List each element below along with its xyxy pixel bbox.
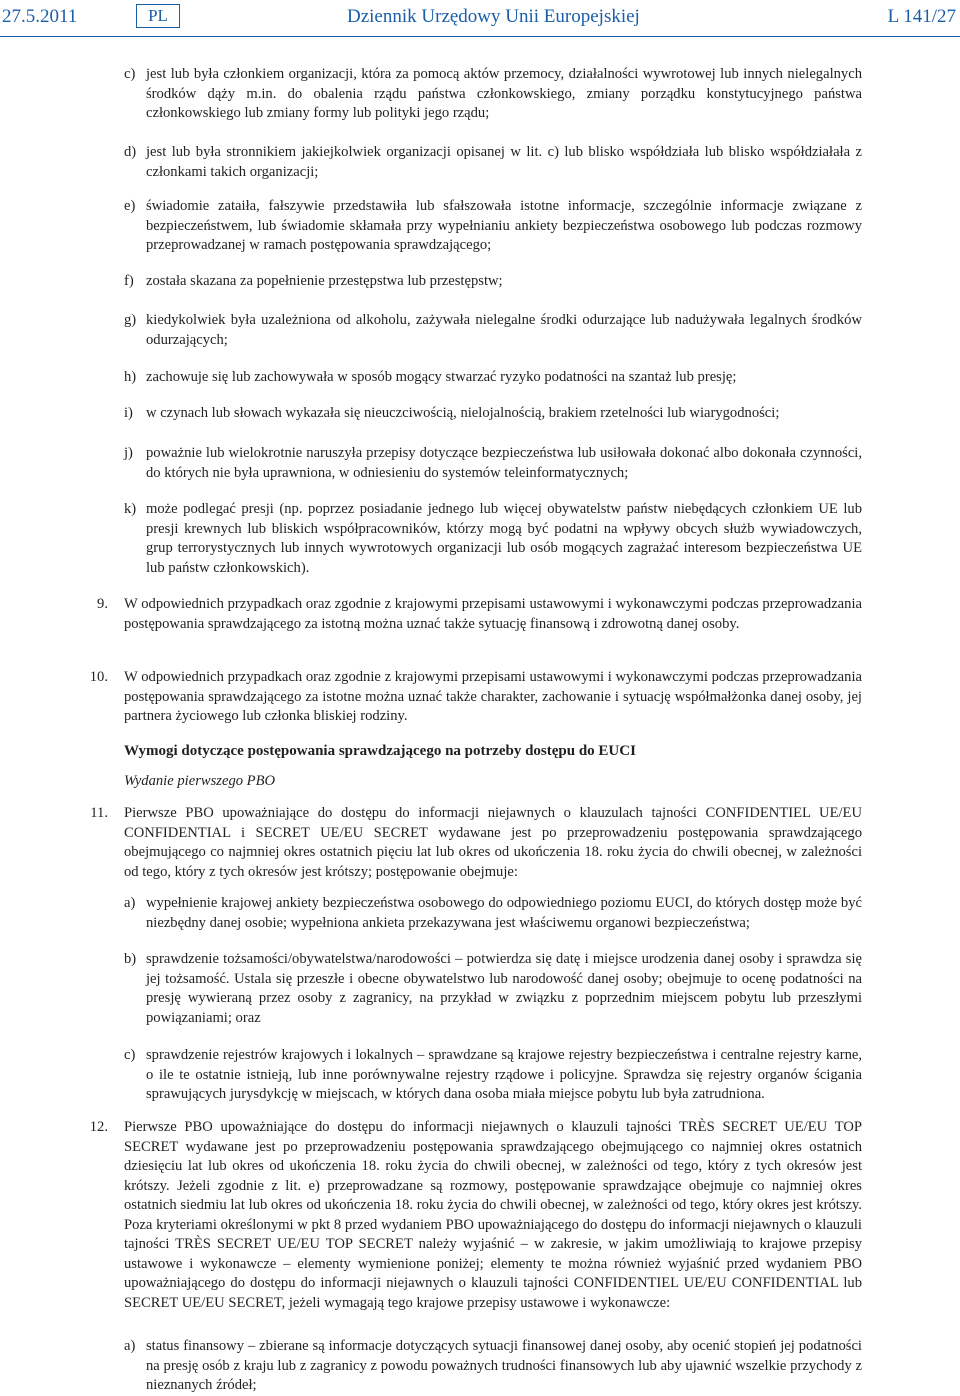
- paragraph-text: W odpowiednich przypadkach oraz zgodnie z krajowymi przepisami ustawowymi i wykonawczymi podczas przeprowadzania postępowania sprawdzającego za istotną można uznać także sytuację finansową i zdrowotną danej osoby.: [124, 596, 862, 632]
- item-label: a): [124, 1338, 136, 1354]
- item-text: kiedykolwiek była uzależniona od alkoholu, zażywała nielegalne środki odurzające lub nadużywała legalnych środków odurzających;: [146, 312, 862, 348]
- page-reference: L 141/27: [887, 6, 956, 27]
- item-label: i): [124, 405, 133, 421]
- section-heading: Wymogi dotyczące postępowania sprawdzającego na potrzeby dostępu do EUCI: [124, 743, 636, 759]
- paragraph-number: 9.: [97, 596, 108, 612]
- item-text: została skazana za popełnienie przestępstwa lub przestępstw;: [146, 273, 503, 289]
- item-text: zachowuje się lub zachowywała w sposób mogący stwarzać ryzyko podatności na szantaż lub presję;: [146, 369, 737, 385]
- item-text: status finansowy – zbierane są informacje dotyczących sytuacji finansowej danej osoby, aby ocenić stopień jej podatności na presję osób z kraju lub z zagranicy z powodu poważnych trudności finansowych lub aby ujawnić wszelkie przychody z nieznanych źródeł;: [146, 1338, 862, 1393]
- item-label: c): [124, 66, 136, 82]
- paragraph-text: W odpowiednich przypadkach oraz zgodnie z krajowymi przepisami ustawowymi i wykonawczymi podczas przeprowadzania postępowania sprawdzającego za istotne można uznać także charakter, zachowanie i sytuację współmałżonka danej osoby, jej partnera życiowego lub członka bliskiej rodziny.: [124, 669, 862, 724]
- item-label: k): [124, 501, 137, 517]
- item-text: jest lub była członkiem organizacji, która za pomocą aktów przemocy, działalności wywrotowej lub innych nielegalnych środków dąży m.in. do obalenia rządu państwa członkowskiego, zmiany porządku konstytucyjnego państwa członkowskiego lub zmiany formy lub polityki jego rządu;: [146, 66, 862, 121]
- item-label: e): [124, 198, 136, 214]
- item-label: f): [124, 273, 134, 289]
- section-subheading: Wydanie pierwszego PBO: [124, 773, 276, 789]
- publication-date: 27.5.2011: [2, 6, 78, 27]
- item-text: wypełnienie krajowej ankiety bezpieczeństwa osobowego do odpowiedniego poziomu EUCI, do których dostęp może być niezbędny danej osobie; wypełniona ankieta przekazywana jest właściwemu organowi bezpieczeństwa;: [146, 895, 862, 931]
- item-text: może podlegać presji (np. poprzez posiadanie jednego lub więcej obywatelstw państw niebędących członkiem UE lub presji krewnych lub bliskich współpracowników, którzy mogą być podatni na wpływy obcych służb wywiadowczych, grup terrorystycznych lub innych wywrotowych organizacji lub osób mogących zagrażać interesom bezpieczeństwa UE lub państw członkowskich).: [146, 501, 862, 576]
- item-label: h): [124, 369, 137, 385]
- item-label: c): [124, 1047, 136, 1063]
- item-text: świadomie zataiła, fałszywie przedstawiła lub sfałszowała istotne informacje, szczególnie informacje związane z bezpieczeństwem, lub świadomie skłamała przy wypełnianiu ankiety bezpieczeństwa osobowego lub podczas rozmowy przeprowadzanej w ramach postępowania sprawdzającego;: [146, 198, 862, 253]
- paragraph-text: Pierwsze PBO upoważniające do dostępu do informacji niejawnych o klauzulach tajności CONFIDENTIEL UE/EU CONFIDENTIAL i SECRET UE/EU SECRET wydawane jest po przeprowadzeniu postępowania sprawdzającego obejmującego co najmniej okres ostatnich pięciu lat lub okres od ukończenia 18. roku życia do chwili obecnej, w zależności od tego, który z tych okresów jest krótszy; postępowanie obejmuje:: [124, 805, 862, 880]
- language-badge: PL: [136, 4, 180, 28]
- paragraph-text: Pierwsze PBO upoważniające do dostępu do informacji niejawnych o klauzuli tajności TRÈS SECRET UE/EU TOP SECRET wydawane jest po przeprowadzeniu postępowania sprawdzającego obejmującego co najmniej okres ostatnich dziesięciu lat lub okres od ukończenia 18. roku życia do chwili obecnej, w zależności od tego, który z tych okresów jest krótszy. Jeżeli zgodnie z lit. e) przeprowadzane są rozmowy, postępowanie sprawdzające obejmuje co najmniej okres ostatnich siedmiu lat lub okres od ukończenia 18. roku życia do chwili obecnej, w zależności od tego, który okres jest krótszy. Poza kryteriami określonymi w pkt 8 przed wydaniem PBO upoważniającego do dostępu do informacji niejawnych o klauzuli tajności TRÈS SECRET UE/EU TOP SECRET należy wyjaśnić – w zakresie, w jakim umożliwiają to krajowe przepisy ustawowe i wykonawcze – elementy wymienione poniżej; elementy te można również wyjaśnić przed wydaniem PBO upoważniającego do dostępu do informacji niejawnych o klauzuli tajności CONFIDENTIEL UE/EU CONFIDENTIAL lub SECRET UE/EU SECRET, jeżeli wymagają tego krajowe przepisy ustawowe i wykonawcze:: [124, 1119, 862, 1311]
- item-label: b): [124, 951, 137, 967]
- item-text: jest lub była stronnikiem jakiejkolwiek organizacji opisanej w lit. c) lub blisko współdziała lub blisko współdziałała z członkami takich organizacji;: [146, 144, 862, 180]
- item-label: g): [124, 312, 137, 328]
- journal-title: Dziennik Urzędowy Unii Europejskiej: [347, 6, 640, 27]
- item-text: w czynach lub słowach wykazała się nieuczciwością, nielojalnością, brakiem rzetelności lub wiarygodności;: [146, 405, 780, 421]
- item-text: sprawdzenie rejestrów krajowych i lokalnych – sprawdzane są krajowe rejestry bezpieczeństwa i centralne rejestry karne, o ile te ostatnie istnieją, lub inne porównywalne rejestry rządowe i policyjne. Sprawdza się rejestry organów ścigania sprawujących jurysdykcję w miejscach, w których dana osoba miała miejsce pobytu lub była zatrudniona.: [146, 1047, 862, 1102]
- item-label: d): [124, 144, 137, 160]
- item-label: a): [124, 895, 136, 911]
- item-label: j): [124, 445, 133, 461]
- paragraph-number: 12.: [89, 1119, 108, 1135]
- paragraph-number: 10.: [89, 669, 108, 685]
- item-text: poważnie lub wielokrotnie naruszyła przepisy dotyczące bezpieczeństwa lub usiłowała dokonać albo dokonała czynności, do których nie była uprawniona, w odniesieniu do systemów teleinformatycznych;: [146, 445, 862, 481]
- paragraph-number: 11.: [90, 805, 108, 821]
- item-text: sprawdzenie tożsamości/obywatelstwa/narodowości – potwierdza się datę i miejsce urodzenia danej osoby i sprawdza się jej tożsamość. Ustala się przeszłe i obecne obywatelstwo lub narodowość danej osoby; obejmuje to ocenę podatności na presję wywieraną przez osoby z zagranicy, na przykład w związku z poprzednim miejscem pobytu lub przeszłymi powiązaniami; oraz: [146, 951, 862, 1026]
